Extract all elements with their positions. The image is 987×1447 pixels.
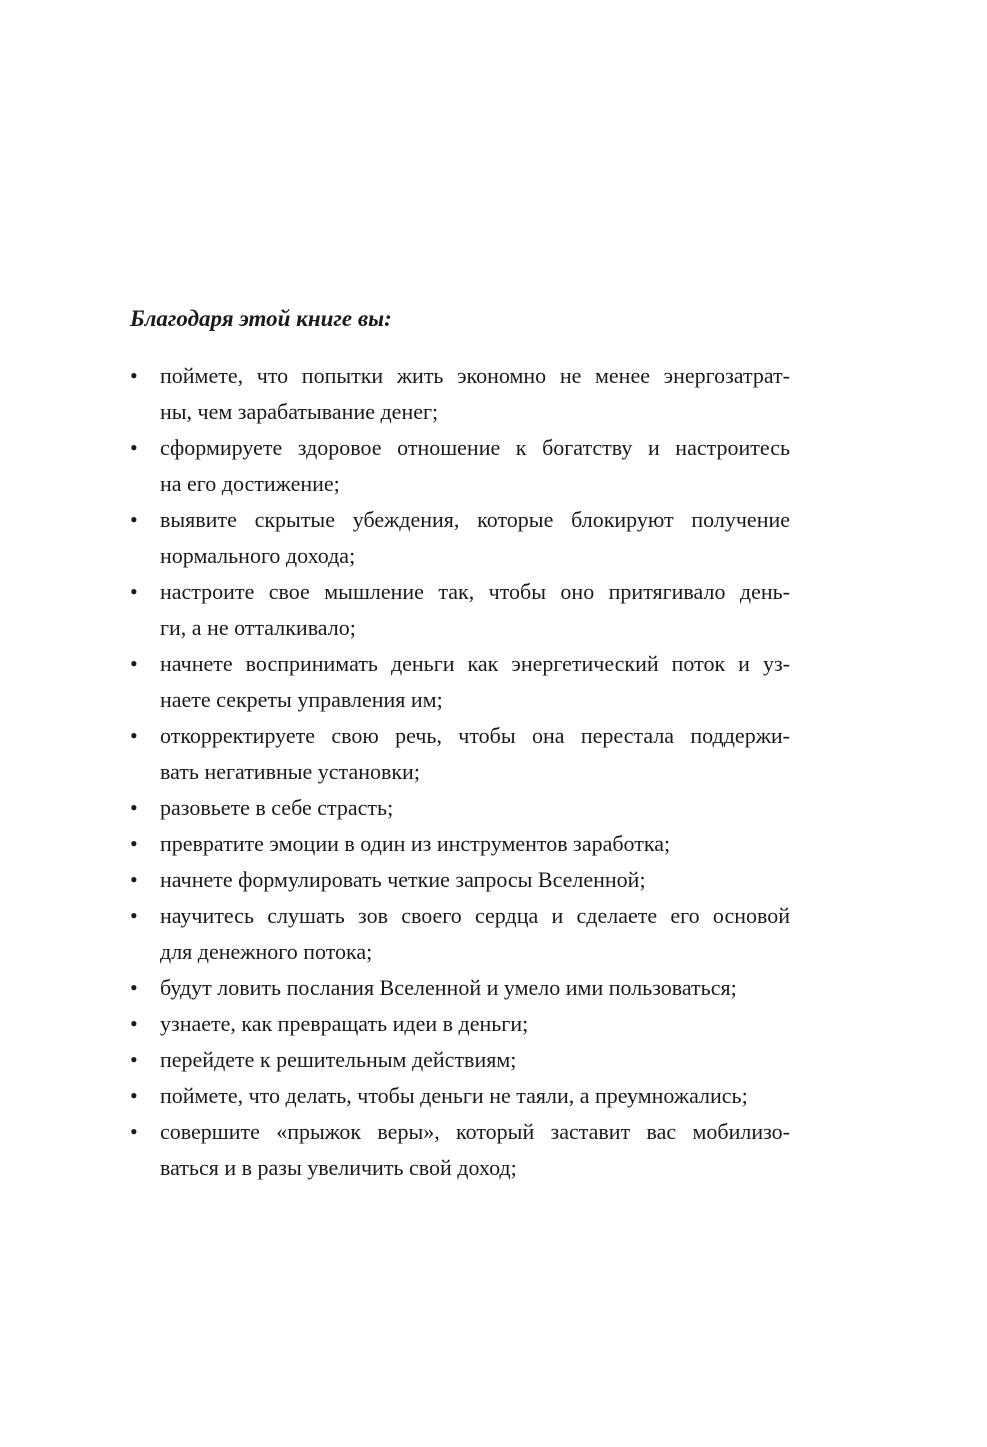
list-item — [130, 430, 790, 502]
bullet-icon: • — [130, 1083, 138, 1108]
list-item-line: поймете, что попытки жить экономно не менее энергозатрат- — [160, 363, 790, 388]
list-item-line: будут ловить послания Вселенной и умело ими пользоваться; — [160, 975, 737, 1000]
bullet-icon: • — [130, 975, 138, 1000]
list-item-line: наете секреты управления им; — [160, 687, 443, 712]
bullet-icon: • — [130, 507, 138, 532]
list-item-line: ны, чем зарабатывание денег; — [160, 399, 439, 424]
list-item — [130, 970, 790, 1006]
list-item-text — [160, 1042, 790, 1078]
list-item-text — [160, 502, 790, 574]
list-item-line: разовьете в себе страсть; — [160, 795, 394, 820]
bullet-icon: • — [130, 1047, 138, 1072]
bullet-icon: • — [130, 651, 138, 676]
bullet-icon: • — [130, 363, 138, 388]
list-item-line: узнаете, как превращать идеи в деньги; — [160, 1011, 529, 1036]
list-item-text — [160, 646, 790, 718]
bullet-icon: • — [130, 435, 138, 460]
list-item-text — [160, 718, 790, 790]
list-item — [130, 1114, 790, 1186]
list-item — [130, 790, 790, 826]
list-item-line: на его достижение; — [160, 471, 340, 496]
list-item-line: сформируете здоровое отношение к богатству и настроитесь — [160, 435, 790, 460]
list-item — [130, 1042, 790, 1078]
bullet-icon: • — [130, 795, 138, 820]
list-item — [130, 502, 790, 574]
list-item-text — [160, 898, 790, 970]
list-item-line: выявите скрытые убеждения, которые блокируют получение — [160, 507, 790, 532]
list-item — [130, 1078, 790, 1114]
list-item-line: научитесь слушать зов своего сердца и сделаете его основой — [160, 903, 790, 928]
list-item-line: откорректируете свою речь, чтобы она перестала поддержи- — [160, 723, 790, 748]
list-item-line: вать негативные установки; — [160, 759, 420, 784]
list-item-text — [160, 862, 790, 898]
bullet-icon: • — [130, 867, 138, 892]
list-item-text — [160, 1114, 790, 1186]
list-item-text — [160, 826, 790, 862]
bullet-icon: • — [130, 579, 138, 604]
list-item — [130, 826, 790, 862]
list-item-line: совершите «прыжок веры», который заставит вас мобилизо- — [160, 1119, 790, 1144]
list-item-line: ги, а не отталкивало; — [160, 615, 356, 640]
bullet-icon: • — [130, 903, 138, 928]
list-item-line: перейдете к решительным действиям; — [160, 1047, 517, 1072]
list-item-text — [160, 430, 790, 502]
list-item-text — [160, 1078, 790, 1114]
bullet-icon: • — [130, 723, 138, 748]
list-item-line: нормального дохода; — [160, 543, 356, 568]
list-item-text — [160, 1006, 790, 1042]
list-item — [130, 574, 790, 646]
list-item — [130, 1006, 790, 1042]
list-item-text — [160, 574, 790, 646]
bullet-icon: • — [130, 1011, 138, 1036]
list-item-line: для денежного потока; — [160, 939, 373, 964]
list-item-line: ваться и в разы увеличить свой доход; — [160, 1155, 517, 1180]
list-item — [130, 718, 790, 790]
bullet-icon: • — [130, 831, 138, 856]
list-item-text — [160, 358, 790, 430]
list-item-line: настроите свое мышление так, чтобы оно притягивало день- — [160, 579, 790, 604]
list-item — [130, 646, 790, 718]
list-item-line: превратите эмоции в один из инструментов заработка; — [160, 831, 671, 856]
bullet-icon: • — [130, 1119, 138, 1144]
benefits-list — [130, 358, 790, 1186]
list-item-line: поймете, что делать, чтобы деньги не таяли, а преумножались; — [160, 1083, 748, 1108]
list-item — [130, 898, 790, 970]
list-item-text — [160, 970, 790, 1006]
list-item-line: начнете формулировать четкие запросы Вселенной; — [160, 867, 646, 892]
list-item — [130, 358, 790, 430]
list-item-line: начнете воспринимать деньги как энергетический поток и уз- — [160, 651, 790, 676]
list-item — [130, 862, 790, 898]
list-item-text — [160, 790, 790, 826]
section-heading: Благодаря этой книге вы: — [130, 306, 392, 331]
